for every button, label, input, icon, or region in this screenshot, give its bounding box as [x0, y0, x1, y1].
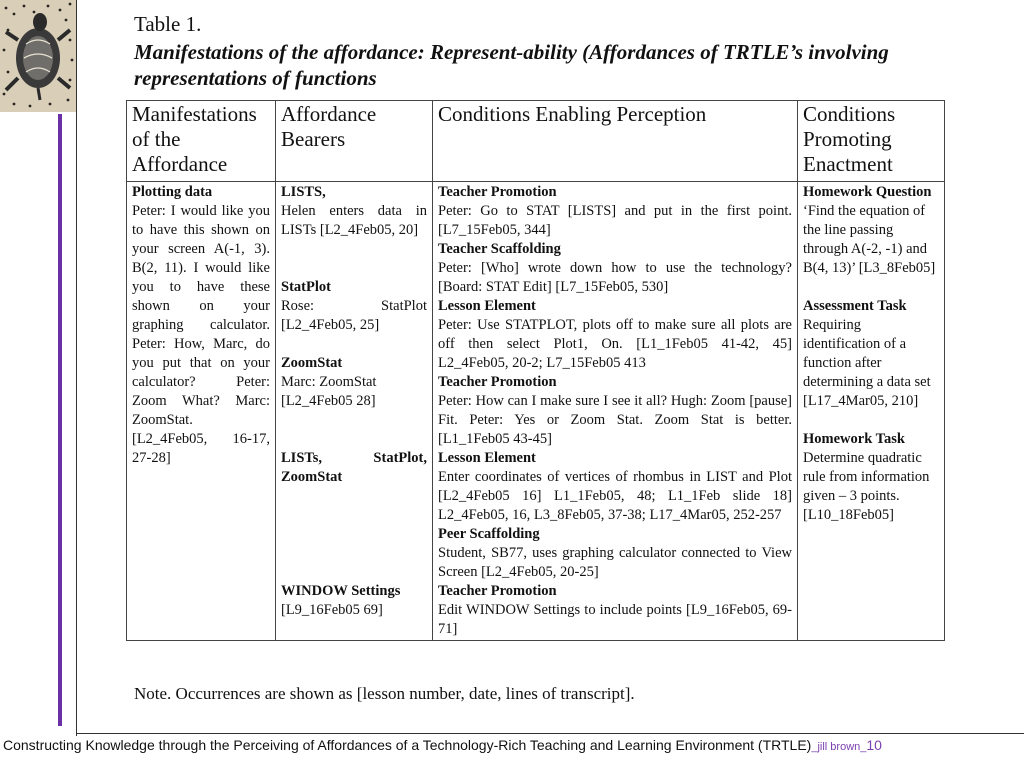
cell-heading: LISTS,	[281, 184, 326, 200]
cell-text: Peter: Use STATPLOT, plots off to make sure all plots are off then select Plot1, On. [L1_1Feb05 41-42, 45] L2_4Feb05, 20-2; L7_15Feb05 413	[438, 317, 792, 371]
cell-text: Peter: I would like you to have this shown on your screen A(-1, 3). B(2, 11). I would like you to have these shown on your graphing calculator. Peter: How, Marc, do you put that on your calculator? Peter: Zoom What? Marc: ZoomStat. [L2_4Feb05, 16-17, 27-28]	[132, 203, 270, 466]
header-bearers: Affordance Bearers	[276, 101, 433, 182]
cell-heading: Lesson Element	[438, 298, 536, 314]
table-label: Table 1.	[134, 12, 202, 36]
cell-heading: ZoomStat	[281, 355, 343, 371]
cell-text: Requiring identification of a function after determining a data set [L17_4Mar05, 210]	[803, 317, 931, 409]
cell-heading: Plotting data	[132, 184, 213, 200]
cell-text: ‘Find the equation of the line passing through A(-2, -1) and B(4, 13)’ [L3_8Feb05]	[803, 203, 936, 276]
cell-heading: Teacher Promotion	[438, 374, 557, 390]
cell-heading: WINDOW Settings	[281, 583, 401, 599]
cell-text: Determine quadratic rule from information given – 3 points. [L10_18Feb05]	[803, 450, 930, 523]
cell-heading: Teacher Scaffolding	[438, 241, 561, 257]
cell-text: Helen enters data in LISTs [L2_4Feb05, 20]	[281, 203, 427, 238]
manifestation-cell	[127, 182, 276, 641]
cell-text: Rose: StatPlot [L2_4Feb05, 25]	[281, 298, 427, 333]
header-manifestations: Manifestations of the Affordance	[127, 101, 276, 182]
cell-text: Student, SB77, uses graphing calculator connected to View Screen [L2_4Feb05, 20-25]	[438, 545, 792, 580]
footer-title: Constructing Knowledge through the Perceiving of Affordances of a Technology-Rich Teaching and Learning Environment (TRTLE)	[3, 737, 812, 753]
header-enabling: Conditions Enabling Perception	[433, 101, 798, 182]
header-promoting: Conditions Promoting Enactment	[798, 101, 945, 182]
slide-divider-vertical	[76, 0, 77, 736]
table-row	[127, 182, 945, 641]
page-number: 10	[866, 737, 882, 753]
bearers-cell	[276, 182, 433, 641]
cell-heading: Teacher Promotion	[438, 184, 557, 200]
table-caption: Manifestations of the affordance: Represent-ability (Affordances of TRTLE’s involving representations of functions	[134, 40, 889, 90]
cell-text: Enter coordinates of vertices of rhombus in LIST and Plot [L2_4Feb05 16] L1_1Feb05, 48; L1_1Feb slide 18] L2_4Feb05, 16, L3_8Feb05, 37-38; L17_4Mar05, 252-257	[438, 469, 792, 523]
cell-heading: LISTs, StatPlot, ZoomStat	[281, 450, 427, 485]
cell-heading: Assessment Task	[803, 298, 907, 314]
cell-heading: Lesson Element	[438, 450, 536, 466]
promoting-cell	[798, 182, 945, 641]
affordance-table	[126, 100, 945, 641]
cell-text: Marc: ZoomStat [L2_4Feb05 28]	[281, 374, 377, 409]
cell-text: Peter: Go to STAT [LISTS] and put in the first point. [L7_15Feb05, 344]	[438, 203, 792, 238]
cell-heading: Homework Question	[803, 184, 932, 200]
table-header-row	[127, 101, 945, 182]
decorative-turtle-artwork	[0, 0, 76, 112]
cell-heading: Homework Task	[803, 431, 905, 447]
cell-text: Peter: How can I make sure I see it all? Hugh: Zoom [pause] Fit. Peter: Yes or Zoom Stat. Zoom Stat is better. [L1_1Feb05 43-45]	[438, 393, 792, 447]
cell-text: Peter: [Who] wrote down how to use the technology? [Board: STAT Edit] [L7_15Feb05, 530]	[438, 260, 792, 295]
footer-divider	[76, 733, 1024, 734]
cell-heading: Peer Scaffolding	[438, 526, 540, 542]
table-note: Note. Occurrences are shown as [lesson number, date, lines of transcript].	[134, 684, 635, 703]
footer-author: _jill brown_	[811, 741, 867, 753]
cell-heading: Teacher Promotion	[438, 583, 557, 599]
slide-footer	[3, 737, 882, 753]
cell-heading: StatPlot	[281, 279, 331, 295]
turtle-art-icon	[0, 0, 76, 112]
cell-text: Edit WINDOW Settings to include points [L9_16Feb05, 69-71]	[438, 602, 792, 637]
cell-text: [L9_16Feb05 69]	[281, 602, 383, 618]
enabling-cell	[433, 182, 798, 641]
accent-rule	[58, 114, 62, 726]
